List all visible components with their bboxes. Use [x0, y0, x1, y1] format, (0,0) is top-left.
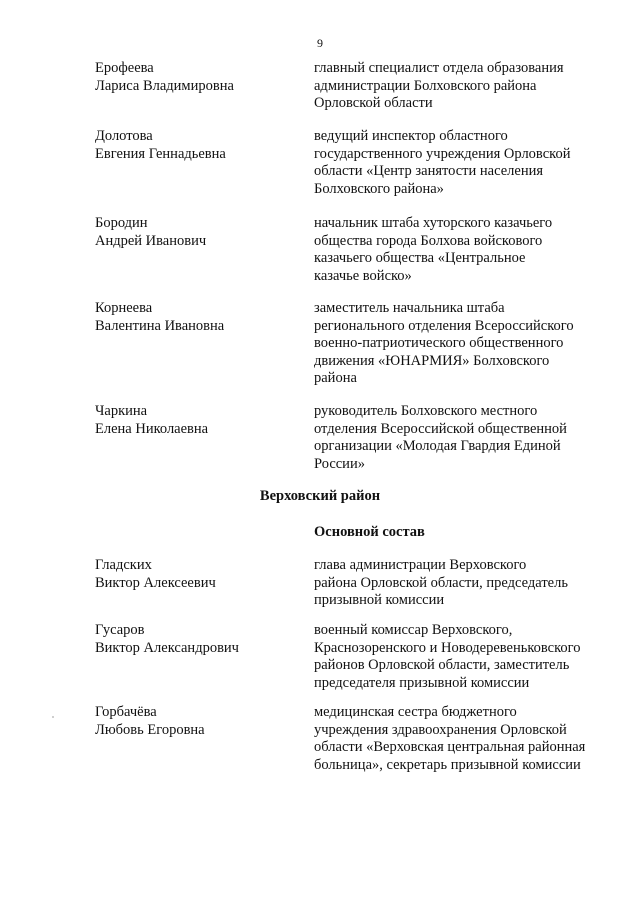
member-role	[314, 704, 614, 774]
role-line: казачьего общества «Центральное	[314, 250, 526, 266]
role-line: общества города Болхова войскового	[314, 232, 543, 249]
member-surname: Горбачёва	[95, 704, 157, 720]
member-name	[95, 300, 295, 335]
member-given-names: Валентина Ивановна	[95, 317, 225, 334]
role-line: районов Орловской области, заместитель	[314, 657, 570, 673]
role-line: главный специалист отдела образования	[314, 60, 564, 76]
member-name	[95, 60, 295, 95]
role-line: администрации Болховского района	[314, 77, 537, 94]
member-role	[314, 128, 614, 198]
member-role	[314, 215, 614, 285]
role-line: больница», секретарь призывной комиссии	[314, 756, 581, 773]
member-name	[95, 215, 295, 250]
member-role	[314, 622, 614, 692]
role-line: России»	[314, 455, 365, 472]
member-given-names: Евгения Геннадьевна	[95, 145, 226, 162]
member-given-names: Андрей Иванович	[95, 232, 207, 249]
member-role	[314, 60, 614, 113]
role-line: района	[314, 370, 357, 386]
role-line: призывной комиссии	[314, 592, 445, 608]
member-given-names: Виктор Алексеевич	[95, 574, 216, 591]
member-surname: Долотова	[95, 128, 153, 144]
role-line: ведущий инспектор областного	[314, 128, 508, 144]
member-surname: Корнеева	[95, 300, 153, 316]
member-surname: Гладских	[95, 557, 152, 573]
member-surname: Бородин	[95, 215, 148, 231]
role-line: Болховского района»	[314, 180, 444, 197]
role-line: государственного учреждения Орловской	[314, 145, 571, 162]
role-line: движения «ЮНАРМИЯ» Болховского	[314, 352, 550, 369]
role-line: организации «Молодая Гвардия Единой	[314, 438, 561, 454]
role-line: учреждения здравоохранения Орловской	[314, 721, 567, 738]
role-line: глава администрации Верховского	[314, 557, 527, 573]
member-given-names: Лариса Владимировна	[95, 77, 234, 94]
member-given-names: Виктор Александрович	[95, 639, 239, 656]
member-name	[95, 704, 295, 739]
member-role	[314, 403, 614, 473]
member-given-names: Любовь Егоровна	[95, 721, 205, 738]
member-surname: Чаркина	[95, 403, 148, 419]
role-line: отделения Всероссийской общественной	[314, 420, 567, 437]
member-name	[95, 557, 295, 592]
role-line: председателя призывной комиссии	[314, 674, 530, 691]
member-surname: Гусаров	[95, 622, 145, 638]
role-line: области «Верховская центральная районная	[314, 739, 586, 755]
role-line: заместитель начальника штаба	[314, 300, 505, 316]
member-name	[95, 128, 295, 163]
role-line: военный комиссар Верховского,	[314, 622, 513, 638]
member-role	[314, 300, 614, 388]
member-given-names: Елена Николаевна	[95, 420, 209, 437]
member-surname: Ерофеева	[95, 60, 154, 76]
main-composition-heading: Основной состав	[314, 524, 425, 540]
page-number: 9	[317, 36, 323, 50]
member-role	[314, 557, 614, 610]
district-heading: Верховский район	[259, 488, 381, 504]
role-line: района Орловской области, председатель	[314, 574, 568, 591]
role-line: начальник штаба хуторского казачьего	[314, 215, 553, 231]
role-line: регионального отделения Всероссийского	[314, 317, 574, 334]
role-line: Краснозоренского и Новодеревеньковского	[314, 639, 581, 656]
scan-speck	[52, 716, 54, 718]
role-line: медицинская сестра бюджетного	[314, 704, 517, 720]
role-line: казачье войско»	[314, 267, 412, 284]
role-line: области «Центр занятости населения	[314, 163, 544, 179]
role-line: руководитель Болховского местного	[314, 403, 538, 419]
role-line: Орловской области	[314, 95, 433, 111]
role-line: военно-патриотического общественного	[314, 335, 564, 351]
member-name	[95, 403, 295, 438]
member-name	[95, 622, 295, 657]
